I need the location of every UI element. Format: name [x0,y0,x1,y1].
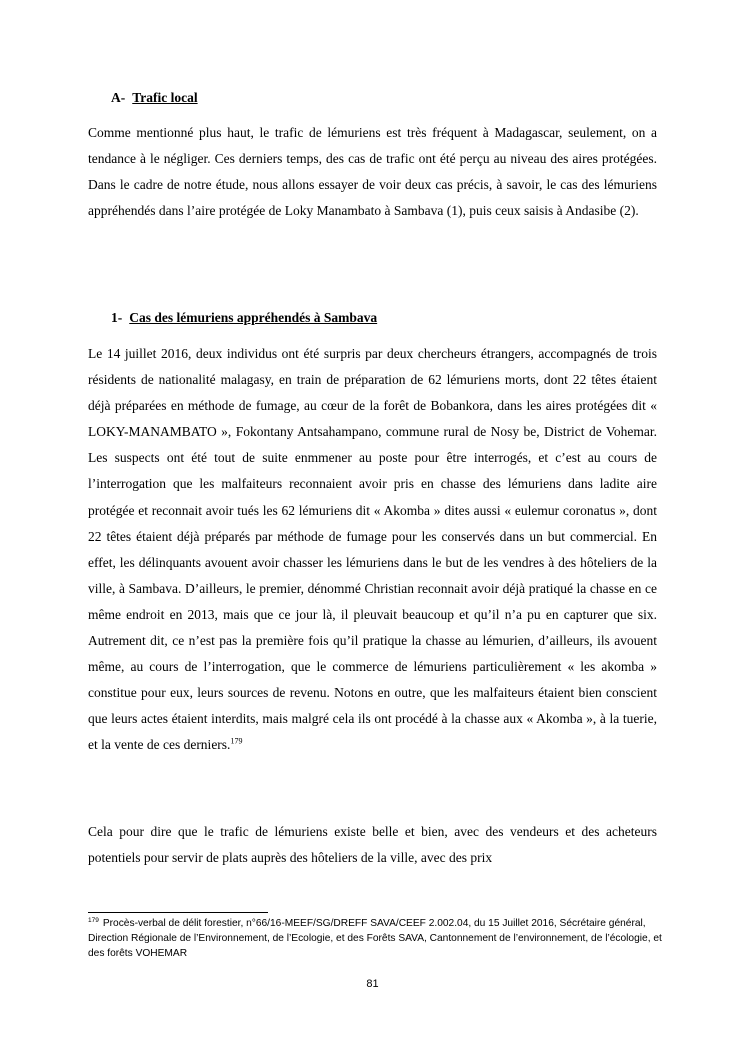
page-number: 81 [366,978,379,990]
section-heading-a [111,90,198,106]
section-heading-a-number: A- [111,90,126,105]
section-heading-a-title: Trafic local [132,90,198,105]
footnote [88,916,668,961]
footnote-marker: 179 [88,916,99,924]
footnote-text: Procès-verbal de délit forestier, n°66/16-MEEF/SG/DREFF SAVA/CEEF 2.002.04, du 15 Juillet 2016, Sécrétaire général, Direction Régionale de l’Environnement, de l’Ecologie, et des Forêts SAVA, Cantonnement de l’environnement, de l’écologie, et des forêts VOHEMAR [88,918,662,959]
section-heading-1-number: 1- [111,310,123,325]
intro-paragraph: Comme mentionné plus haut, le trafic de lémuriens est très fréquent à Madagascar, seulement, on a tendance à le négliger. Ces derniers temps, des cas de trafic ont été perçu au niveau des aires protégées. Dans le cadre de notre étude, nous allons essayer de voir deux cas précis, à savoir, le cas des lémuriens appréhendés dans l’aire protégée de Loky Manambato à Sambava (1), puis ceux saisis à Andasibe (2). [88,125,657,219]
case-paragraph-text: Le 14 juillet 2016, deux individus ont été surpris par deux chercheurs étrangers, accompagnés de trois résidents de nationalité malagasy, en train de préparation de 62 lémuriens morts, dont 22 têtes étaient déjà préparées en méthode de fumage, au cœur de la forêt de Bobankora, dans les aires protégées dit « LOKY-MANAMBATO », Fokontany Antsahampano, commune rural de Nosy be, District de Vohemar. Les suspects ont été tout de suite enmmener au poste pour être interrogés, et c’est au cours de l’interrogation que les malfaiteurs reconnaient avoir pris en chasse des lémuriens dans ladite aire protégée et reconnait avoir tués les 62 lémuriens dit « Akomba » dites aussi « eulemur coronatus », dont 22 têtes étaient déjà préparés par méthode de fumage pour les conservés dans un but commercial. En effet, les délinquants avouent avoir chasser les lémuriens dans le but de les vendres à des hôteliers de la ville, à Sambava. D’ailleurs, le premier, dénommé Christian reconnait avoir déjà pratiqué la chasse en ce même endroit en 2013, mais que ce jour là, il pleuvait beaucoup et qu’il n’a pu en capturer que six. Autrement dit, ce n’est pas la première fois qu’il pratique la chasse au lémurien, d’ailleurs, ils avouent même, au cours de l’interrogation, que le commerce de lémuriens particulièrement « les akomba » constitue pour eux, leurs sources de revenu. Notons en outre, que les malfaiteurs étaient bien conscient que leurs actes étaient interdits, mais malgré cela ils ont procédé à la chasse aux « Akomba », à la tuerie, et la vente de ces derniers. [88,346,657,753]
footnote-divider [88,912,268,913]
closing-paragraph: Cela pour dire que le trafic de lémuriens existe belle et bien, avec des vendeurs et des acheteurs potentiels pour servir de plats auprès des hôteliers de la ville, avec des prix [88,824,657,866]
section-heading-1 [111,310,377,326]
case-paragraph [88,341,657,759]
footnote-reference: 179 [230,736,243,746]
section-heading-1-title: Cas des lémuriens appréhendés à Sambava [129,310,378,325]
